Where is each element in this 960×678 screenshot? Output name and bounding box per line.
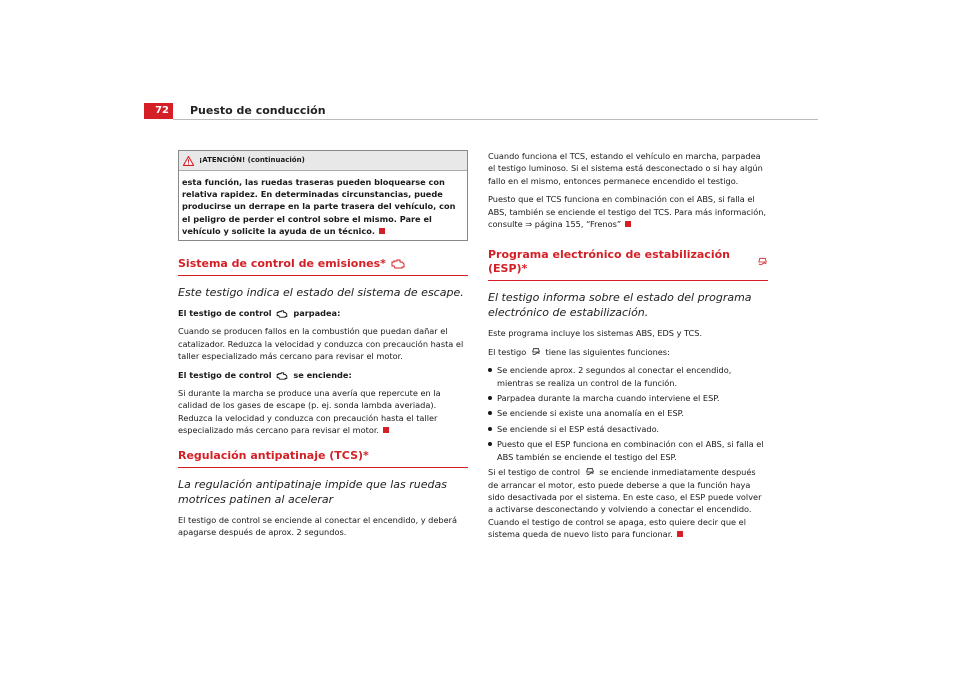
- emissions-on-label: [178, 369, 468, 381]
- tcs-text: El testigo de control se enciende al conectar el encendido, y deberá apagarse después de aprox. 2 segundos.: [178, 514, 458, 538]
- left-column: [178, 150, 468, 544]
- list-item: Parpadea durante la marcha cuando interviene el ESP.: [488, 392, 768, 404]
- engine-icon: [276, 310, 288, 318]
- emissions-blink-text: Cuando se producen fallos en la combustión que puedan dañar el catalizador. Reduzca la velocidad y conduzca con precaución hasta el taller especializado más cercano para revisar el motor.: [178, 326, 464, 362]
- esp-functions-pre: El testigo: [488, 346, 527, 357]
- emissions-on-label-pre: El testigo de control: [178, 369, 272, 380]
- list-item: Puesto que el ESP funciona en combinación con el ABS, si falla el ABS también se enciende el testigo del ESP.: [488, 438, 768, 463]
- warning-body: [179, 171, 467, 240]
- esp-skid-icon: [531, 347, 541, 357]
- emissions-title: [178, 257, 468, 276]
- warning-box: [178, 150, 468, 241]
- warning-header-text: ¡ATENCIÓN! (continuación): [199, 156, 305, 165]
- warning-triangle-icon: [183, 156, 194, 166]
- tcs-right-p2: [488, 193, 768, 230]
- list-item: Se enciende si el ESP está desactivado.: [488, 423, 768, 435]
- end-mark: [383, 427, 389, 433]
- esp-final-pre: Si el testigo de control: [488, 467, 581, 478]
- tcs-title: [178, 449, 468, 468]
- emissions-title-text: Sistema de control de emisiones*: [178, 257, 386, 271]
- emissions-blink-label-pre: El testigo de control: [178, 308, 272, 319]
- esp-final-post: se enciende inmediatamente después de arrancar el motor, esto puede deberse a que la función haya sido desactivada por el sistema. En este caso, el ESP puede volver a activarse desconectando y volviendo a conectar el encendido. Cuando el testigo de control se apaga, esto quiere decir que el sistema queda de nuevo listo para funcionar.: [488, 467, 762, 540]
- esp-title: [488, 248, 768, 281]
- emissions-blink-label-post: parpadea:: [293, 308, 341, 319]
- end-mark: [379, 228, 385, 234]
- emissions-subtitle: Este testigo indica el estado del sistema de escape.: [178, 286, 464, 300]
- tcs-right-p1: Cuando funciona el TCS, estando el vehículo en marcha, parpadea el testigo luminoso. Si el sistema está desconectado o si hay algún fallo en el mismo, entonces permanece encendido el testigo.: [488, 151, 763, 186]
- right-column: [488, 150, 768, 547]
- esp-functions-label: [488, 346, 768, 358]
- emissions-on-label-post: se enciende:: [293, 369, 352, 380]
- emissions-on-text-body: Si durante la marcha se produce una avería que repercute en la calidad de los gases de escape (p. ej. sonda lambda averiada). Reduzca la velocidad y conduzca con precaución hasta el taller especializado más cercano para revisar el motor.: [178, 388, 441, 436]
- end-mark: [677, 531, 683, 537]
- esp-title-text: Programa electrónico de estabilización (ESP)*: [488, 248, 730, 276]
- end-mark: [625, 221, 631, 227]
- esp-final: [488, 466, 768, 540]
- tcs-subtitle: La regulación antipatinaje impide que las ruedas motrices patinen al acelerar: [178, 477, 447, 506]
- warning-body-text: esta función, las ruedas traseras pueden bloquearse con relativa rapidez. En determinadas circunstancias, puede producirse un derrape en la parte trasera del vehículo, con el peligro de perder el control sobre el mismo. Pare el vehículo y solicite la ayuda de un técnico.: [182, 177, 456, 236]
- engine-icon: [276, 372, 288, 380]
- list-item: Se enciende aprox. 2 segundos al conectar el encendido, mientras se realiza un control de la función.: [488, 364, 768, 389]
- esp-functions-post: tiene las siguientes funciones:: [545, 346, 670, 357]
- page-number: 72: [144, 103, 173, 119]
- esp-skid-icon: [757, 256, 768, 268]
- tcs-title-text: Regulación antipatinaje (TCS)*: [178, 448, 369, 462]
- esp-skid-icon: [585, 467, 595, 477]
- esp-subtitle: El testigo informa sobre el estado del programa electrónico de estabilización.: [488, 291, 752, 320]
- list-item: Se enciende si existe una anomalía en el ESP.: [488, 407, 768, 419]
- emissions-on-text: [178, 387, 468, 437]
- running-head: Puesto de conducción: [190, 104, 326, 117]
- header-rule: [173, 119, 818, 120]
- esp-function-list: [488, 364, 768, 463]
- engine-icon: [391, 259, 405, 269]
- warning-header: [179, 151, 467, 171]
- tcs-right-p2-text: Puesto que el TCS funciona en combinación con el ABS, si falla el ABS, también se enciende el testigo del TCS. Para más información, consulte ⇒ página 155, “Frenos”: [488, 194, 767, 230]
- esp-intro: Este programa incluye los sistemas ABS, EDS y TCS.: [488, 328, 703, 339]
- emissions-blink-label: [178, 307, 468, 319]
